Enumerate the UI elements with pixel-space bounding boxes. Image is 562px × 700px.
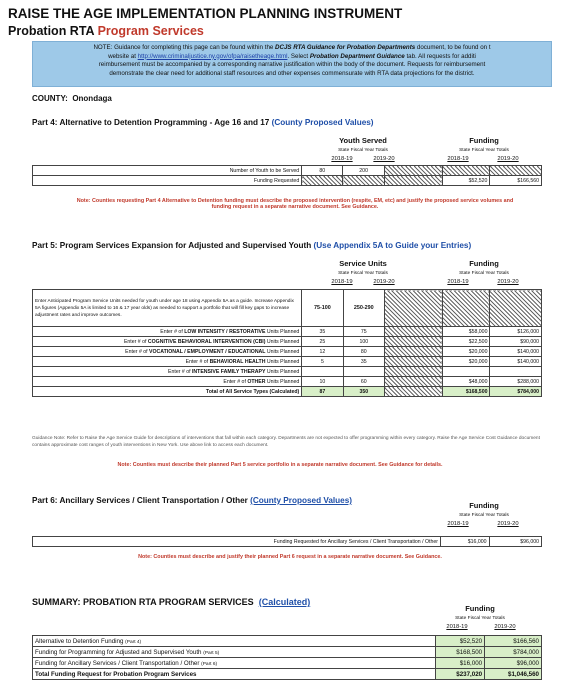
input-cell[interactable] — [490, 367, 542, 377]
row-label-pre: Enter # of — [185, 358, 210, 365]
table-row — [33, 357, 542, 367]
total-cell: $1,046,560 — [485, 669, 542, 680]
year-label: 2018-19 — [447, 521, 469, 527]
row-label — [33, 327, 302, 337]
row-label: Funding Requested — [33, 176, 302, 186]
input-cell[interactable]: $22,500 — [442, 337, 490, 347]
subtitle-prefix: Probation RTA — [8, 24, 98, 38]
total-cell: $784,000 — [490, 387, 542, 397]
input-cell[interactable]: 200 — [343, 166, 384, 176]
input-cell[interactable]: $52,520 — [442, 176, 490, 186]
table-row — [33, 658, 542, 669]
hatched-cell — [384, 290, 442, 327]
part5-table — [32, 289, 542, 397]
row-label-pre: Enter # of — [123, 338, 148, 345]
input-cell[interactable]: $48,000 — [442, 377, 490, 387]
input-cell[interactable]: $96,000 — [489, 537, 541, 547]
sft-label: State Fiscal Year Totals — [459, 148, 509, 153]
sft-label: State Fiscal Year Totals — [338, 148, 388, 153]
part5-col-funding: Funding — [469, 259, 499, 268]
row-label — [33, 377, 302, 387]
value-cell: $52,520 — [436, 636, 485, 647]
value-cell: $784,000 — [485, 647, 542, 658]
part5-guidance: Guidance Note: Refer to Raise the Age Service Guide for descriptions of interventions that fall within each category. Departments are not expected to offer programming within every category. Raise the Age Service Cost Guidance document contains approximate cost ranges of youth interventions in New York. Use above link to access each document. — [32, 436, 540, 448]
row-label: Total Funding Request for Probation Program Services — [33, 669, 436, 680]
table-row — [33, 176, 542, 186]
row-label — [33, 658, 436, 669]
hatched-cell — [384, 327, 442, 337]
total-cell: $168,500 — [442, 387, 490, 397]
note-text: website at — [108, 52, 138, 60]
part5-note: Note: Counties must describe their planned Part 5 service portfolio in a separate narrative document. See Guidance for details. — [117, 462, 443, 468]
row-label: Funding Requested for Ancillary Services / Client Transportation / Other — [33, 537, 441, 547]
hatched-cell — [384, 337, 442, 347]
part6-title — [32, 496, 352, 505]
summary-table — [32, 635, 542, 680]
page-subtitle — [8, 24, 204, 38]
part5-title-text: Part 5: Program Services Expansion for Adjusted and Supervised Youth — [32, 241, 312, 250]
row-label-post: Units Planned — [265, 348, 300, 355]
table-row — [33, 290, 542, 327]
hatched-cell — [384, 387, 442, 397]
hatched-cell — [490, 166, 542, 176]
hatched-cell — [343, 176, 384, 186]
table-row — [33, 347, 542, 357]
part6-title-text: Part 6: Ancillary Services / Client Transportation / Other — [32, 496, 248, 505]
note-text: demonstrate the clear need for additional staff resources and other expenses commensurate with RTA data projections for the district. — [109, 69, 475, 77]
row-label — [33, 647, 436, 658]
hatched-cell — [384, 176, 442, 186]
note-text: . Select — [287, 52, 310, 60]
row-label-post: Units Planned — [265, 338, 300, 345]
input-cell[interactable]: $288,000 — [490, 377, 542, 387]
part4-title-extra: (County Proposed Values) — [271, 118, 374, 127]
part6-col-funding: Funding — [469, 501, 499, 510]
input-cell[interactable]: 35 — [343, 357, 384, 367]
value-cell: $166,560 — [485, 636, 542, 647]
row-label: Total of All Service Types (Calculated) — [33, 387, 302, 397]
row-label-post: Units Planned — [265, 328, 300, 335]
hatched-cell — [384, 357, 442, 367]
row-label — [33, 636, 436, 647]
input-cell[interactable] — [302, 367, 343, 377]
hatched-cell — [384, 347, 442, 357]
note-tab-name: Probation Department Guidance — [309, 52, 405, 60]
hatched-cell — [442, 290, 490, 327]
row-label — [33, 347, 302, 357]
part5-col-units: Service Units — [339, 259, 387, 268]
input-cell[interactable]: $126,000 — [490, 327, 542, 337]
subtitle-highlight: Program Services — [97, 24, 204, 38]
input-cell[interactable]: $16,000 — [441, 537, 490, 547]
value-cell: $16,000 — [436, 658, 485, 669]
input-cell[interactable]: 10 — [302, 377, 343, 387]
summary-title-extra: (Calculated) — [258, 597, 311, 607]
part5-title — [32, 241, 471, 250]
page-title: RAISE THE AGE IMPLEMENTATION PLANNING INSTRUMENT — [8, 6, 403, 21]
part5-title-extra: (Use Appendix 5A to Guide your Entries) — [313, 241, 472, 250]
row-label-pre: Enter # of — [223, 378, 248, 385]
input-cell[interactable]: 60 — [343, 377, 384, 387]
part6-table — [32, 536, 542, 547]
row-label-category: LOW INTENSITY / RESTORATIVE — [184, 328, 266, 335]
input-cell[interactable]: $20,000 — [442, 357, 490, 367]
input-cell[interactable]: 100 — [343, 337, 384, 347]
county-row — [32, 94, 112, 103]
summary-title-text: SUMMARY: PROBATION RTA PROGRAM SERVICES — [32, 597, 254, 607]
row-label-post: Units Planned — [265, 368, 300, 375]
table-row-total — [33, 669, 542, 680]
year-label: 2018-19 — [447, 279, 469, 285]
input-cell[interactable]: $90,000 — [490, 337, 542, 347]
row-label — [33, 367, 302, 377]
intro-range: 250-290 — [343, 290, 384, 327]
note-text: reimbursement must be accompanied by a corresponding narrative justification within the body of the document. Requests for reimbursement — [98, 61, 486, 69]
row-label-category: OTHER — [247, 378, 266, 385]
part6-note: Note: Counties must describe and justify their planned Part 6 request in a separate narrative document. See Guidance. — [138, 554, 442, 560]
year-label: 2018-19 — [447, 156, 469, 162]
note-text: NOTE: Guidance for completing this page can be found within the — [93, 44, 276, 51]
county-value: Onondaga — [72, 94, 112, 103]
guidance-link[interactable]: http://www.criminaljustice.ny.gov/ofpa/raisetheage.html — [137, 52, 288, 60]
year-label: 2019-20 — [373, 279, 395, 285]
input-cell[interactable]: 25 — [302, 337, 343, 347]
row-label — [33, 337, 302, 347]
input-cell[interactable] — [343, 367, 384, 377]
guidance-note-box — [32, 41, 552, 87]
sft-label: State Fiscal Year Totals — [338, 271, 388, 276]
row-label-tag: (Part 6) — [201, 661, 218, 667]
table-row-total — [33, 387, 542, 397]
row-label-category: COGNITIVE BEHAVIORAL INTERVENTION (CBI) — [147, 338, 266, 345]
year-label: 2019-20 — [497, 279, 519, 285]
sft-label: State Fiscal Year Totals — [459, 271, 509, 276]
year-label: 2019-20 — [497, 521, 519, 527]
note-doc-name: DCJS RTA Guidance for Probation Departments — [275, 44, 416, 51]
hatched-cell — [302, 176, 343, 186]
table-row — [33, 636, 542, 647]
row-label-post: Units Planned — [265, 358, 300, 365]
input-cell[interactable]: 5 — [302, 357, 343, 367]
row-label-text: Alternative to Detention Funding — [35, 637, 124, 645]
sft-label: State Fiscal Year Totals — [459, 513, 509, 518]
hatched-cell — [384, 166, 442, 176]
part6-title-extra: (County Proposed Values) — [250, 496, 353, 505]
hatched-cell — [490, 290, 542, 327]
year-label: 2019-20 — [373, 156, 395, 162]
table-row — [33, 337, 542, 347]
intro-range: 75-100 — [302, 290, 343, 327]
table-row — [33, 377, 542, 387]
input-cell[interactable]: 12 — [302, 347, 343, 357]
total-cell: 350 — [343, 387, 384, 397]
table-row — [33, 647, 542, 658]
part4-title — [32, 118, 374, 127]
table-row — [33, 367, 542, 377]
year-label: 2018-19 — [446, 624, 468, 630]
input-cell[interactable]: $20,000 — [442, 347, 490, 357]
row-label-tag: (Part 4) — [125, 639, 142, 645]
summary-title — [32, 597, 310, 607]
hatched-cell — [442, 166, 490, 176]
hatched-cell — [384, 377, 442, 387]
part4-col-funding: Funding — [469, 136, 499, 145]
row-label-category: VOCATIONAL / EMPLOYMENT / EDUCATIONAL — [149, 348, 266, 355]
table-row — [33, 166, 542, 176]
input-cell[interactable] — [442, 367, 490, 377]
county-label: COUNTY: — [32, 94, 68, 103]
row-label-tag: (Part 5) — [203, 650, 220, 656]
input-cell[interactable]: $140,000 — [490, 347, 542, 357]
part4-title-text: Part 4: Alternative to Detention Programming - Age 16 and 17 — [32, 118, 270, 127]
row-label-pre: Enter # of — [160, 328, 185, 335]
part5-intro: Enter Anticipated Program Service Units needed for youth under age 18 using Appendix 5A as a guide. Increase Appendix 5A figures (Appendix 5A is limited to 16 & 17 year olds) as needed to support a portfolio that will fill key gaps to increase adjustment rates and improve outcomes. — [33, 290, 302, 327]
row-label — [33, 357, 302, 367]
total-cell: 87 — [302, 387, 343, 397]
sft-label: State Fiscal Year Totals — [455, 616, 505, 621]
row-label-post: Units Planned — [265, 378, 300, 385]
input-cell[interactable]: $140,000 — [490, 357, 542, 367]
input-cell[interactable]: 75 — [343, 327, 384, 337]
row-label-category: INTENSIVE FAMILY THERAPY — [191, 368, 266, 375]
table-row — [33, 327, 542, 337]
year-label: 2018-19 — [331, 279, 353, 285]
value-cell: $168,500 — [436, 647, 485, 658]
year-label: 2019-20 — [497, 156, 519, 162]
input-cell[interactable]: $166,560 — [490, 176, 542, 186]
row-label: Number of Youth to be Served — [33, 166, 302, 176]
note-text: document, to be found on t — [415, 44, 491, 51]
year-label: 2018-19 — [331, 156, 353, 162]
part4-note: Note: Counties requesting Part 4 Alternative to Detention funding must describe the proposed intervention (respite, EM, etc) and justify the proposed service volumes and funding request in a separate narrative document. See Guidance. — [76, 198, 514, 210]
year-label: 2019-20 — [494, 624, 516, 630]
row-label-category: BEHAVIORAL HEALTH — [209, 358, 266, 365]
row-label-text: Funding for Programming for Adjusted and Supervised Youth — [35, 648, 202, 656]
part4-col-youth: Youth Served — [339, 136, 387, 145]
note-text: tab. All requests for additi — [404, 52, 476, 60]
value-cell: $96,000 — [485, 658, 542, 669]
input-cell[interactable]: $58,000 — [442, 327, 490, 337]
hatched-cell — [384, 367, 442, 377]
table-row — [33, 537, 542, 547]
input-cell[interactable]: 80 — [302, 166, 343, 176]
total-cell: $237,020 — [436, 669, 485, 680]
row-label-text: Funding for Ancillary Services / Client Transportation / Other — [35, 659, 200, 667]
part4-table — [32, 165, 542, 186]
row-label-pre: Enter # of — [168, 368, 192, 375]
input-cell[interactable]: 80 — [343, 347, 384, 357]
row-label-pre: Enter # of — [125, 348, 150, 355]
input-cell[interactable]: 35 — [302, 327, 343, 337]
summary-col-funding: Funding — [465, 604, 495, 613]
